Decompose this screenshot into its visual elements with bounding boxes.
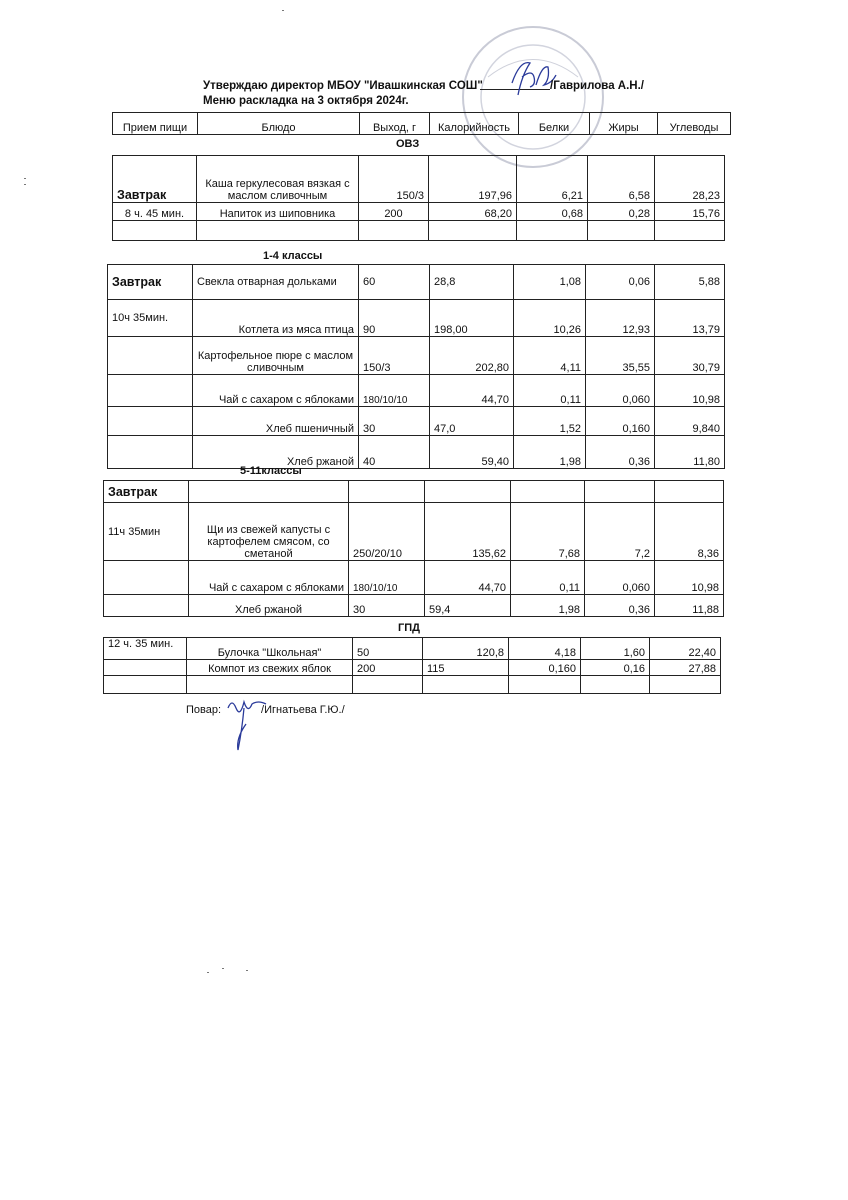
scan-speck [24,178,26,179]
protein-value: 0,11 [514,375,586,407]
kcal-value: 120,8 [423,638,509,660]
output-value: 200 [353,660,423,676]
approval-text: Утверждаю директор МБОУ "Ивашкинская СОШ" [203,80,483,92]
section-g14-label: 1-4 классы [263,250,323,262]
kcal-value: 202,80 [430,337,514,375]
output-value: 250/20/10 [349,503,425,561]
approval-line [203,80,483,92]
protein-value: 4,18 [509,638,581,660]
cook-name: /Игнатьева Г.Ю./ [261,704,345,716]
output-value: 30 [359,407,430,436]
col-carb: Углеводы [658,113,731,135]
section-gpd-label: ГПД [398,622,420,634]
kcal-value: 44,70 [425,561,511,595]
kcal-value: 59,40 [430,436,514,469]
scan-speck [24,184,26,185]
output-value: 180/10/10 [349,561,425,595]
fat-value: 0,060 [586,375,655,407]
fat-value: 0,16 [581,660,650,676]
carb-value: 10,98 [655,561,724,595]
dish-name: Свекла отварная дольками [193,265,359,300]
g511-table [103,480,724,617]
fat-value: 0,06 [586,265,655,300]
output-value: 50 [353,638,423,660]
fat-value: 35,55 [586,337,655,375]
meal-time: 12 ч. 35 мин. [104,638,187,660]
protein-value: 6,21 [517,156,588,203]
output-value: 180/10/10 [359,375,430,407]
scan-speck [246,970,248,971]
dish-name: Хлеб ржаной [189,595,349,617]
fat-value: 12,93 [586,300,655,337]
fat-value: 7,2 [585,503,655,561]
table-row [104,481,724,503]
kcal-value: 198,00 [430,300,514,337]
fat-value: 0,36 [586,436,655,469]
carb-value: 9,840 [655,407,725,436]
col-protein: Белки [519,113,590,135]
empty-row [104,676,721,694]
fat-value: 0,060 [585,561,655,595]
protein-value: 1,52 [514,407,586,436]
kcal-value: 135,62 [425,503,511,561]
table-row [108,375,725,407]
table-row [108,300,725,337]
protein-value: 1,98 [514,436,586,469]
kcal-value: 115 [423,660,509,676]
table-row [104,595,724,617]
kcal-value: 44,70 [430,375,514,407]
dish-name: Картофельное пюре с маслом сливочным [193,337,359,375]
dish-name: Щи из свежей капусты с картофелем смясом, со сметаной [189,503,349,561]
dish-name: Булочка "Школьная" [187,638,353,660]
carb-value: 13,79 [655,300,725,337]
protein-value: 10,26 [514,300,586,337]
carb-value: 15,76 [655,203,725,221]
kcal-value: 28,8 [430,265,514,300]
director-signature [500,55,560,100]
scan-speck [207,972,209,973]
meal-name: Завтрак [113,156,197,203]
cook-signature [222,694,272,754]
dish-name: Чай с сахаром с яблоками [193,375,359,407]
meal-name: Завтрак [104,481,189,503]
output-value: 30 [349,595,425,617]
carb-value: 27,88 [650,660,721,676]
output-value: 60 [359,265,430,300]
director-name: /Гаврилова А.Н./ [550,80,645,92]
kcal-value: 59,4 [425,595,511,617]
kcal-value: 47,0 [430,407,514,436]
col-kcal: Калорийность [430,113,519,135]
fat-value: 1,60 [581,638,650,660]
carb-value: 28,23 [655,156,725,203]
dish-name: Компот из свежих яблок [187,660,353,676]
dish-name: Каша геркулесовая вязкая с маслом сливочным [197,156,359,203]
dish-name: Напиток из шиповника [197,203,359,221]
protein-value: 7,68 [511,503,585,561]
col-fat: Жиры [590,113,658,135]
g14-table [107,264,725,469]
output-value: 150/3 [359,156,429,203]
section-ovz-label: ОВЗ [396,138,420,150]
carb-value: 11,80 [655,436,725,469]
carb-value: 10,98 [655,375,725,407]
table-row [113,156,725,203]
fat-value: 6,58 [588,156,655,203]
fat-value: 0,160 [586,407,655,436]
table-row [104,503,724,561]
output-value: 40 [359,436,430,469]
meal-name: Завтрак [108,265,193,300]
dish-name: Хлеб ржаной [193,436,359,469]
protein-value: 4,11 [514,337,586,375]
carb-value: 5,88 [655,265,725,300]
col-dish: Блюдо [198,113,360,135]
dish-name: Чай с сахаром с яблоками [189,561,349,595]
protein-value: 0,68 [517,203,588,221]
scan-speck [222,968,224,969]
fat-value: 0,36 [585,595,655,617]
gpd-table [103,637,721,694]
table-row [104,561,724,595]
protein-value: 0,160 [509,660,581,676]
output-value: 150/3 [359,337,430,375]
output-value: 90 [359,300,430,337]
output-value: 200 [359,203,429,221]
meal-time: 8 ч. 45 мин. [113,203,197,221]
protein-value: 0,11 [511,561,585,595]
dish-name: Котлета из мяса птица [193,300,359,337]
table-row [104,660,721,676]
carb-value: 11,88 [655,595,724,617]
table-row [108,436,725,469]
table-row [108,337,725,375]
meal-time: 10ч 35мин. [108,300,193,337]
protein-value: 1,08 [514,265,586,300]
carb-value: 22,40 [650,638,721,660]
meal-time: 11ч 35мин [104,503,189,561]
col-output: Выход, г [360,113,430,135]
table-row [104,638,721,660]
col-meal: Прием пищи [113,113,198,135]
section-g511-label: 5-11классы [240,465,302,477]
menu-title: Меню раскладка на 3 октября 2024г. [203,95,409,107]
dish-name: Хлеб пшеничный [193,407,359,436]
kcal-value: 197,96 [429,156,517,203]
carb-value: 30,79 [655,337,725,375]
cook-label: Повар: [186,704,222,716]
table-row [108,407,725,436]
column-header-table [112,112,731,135]
ovz-table [112,155,725,241]
table-row [113,203,725,221]
empty-row [113,221,725,241]
fat-value: 0,28 [588,203,655,221]
kcal-value: 68,20 [429,203,517,221]
scan-speck [282,10,284,11]
protein-value: 1,98 [511,595,585,617]
carb-value: 8,36 [655,503,724,561]
table-row [108,265,725,300]
